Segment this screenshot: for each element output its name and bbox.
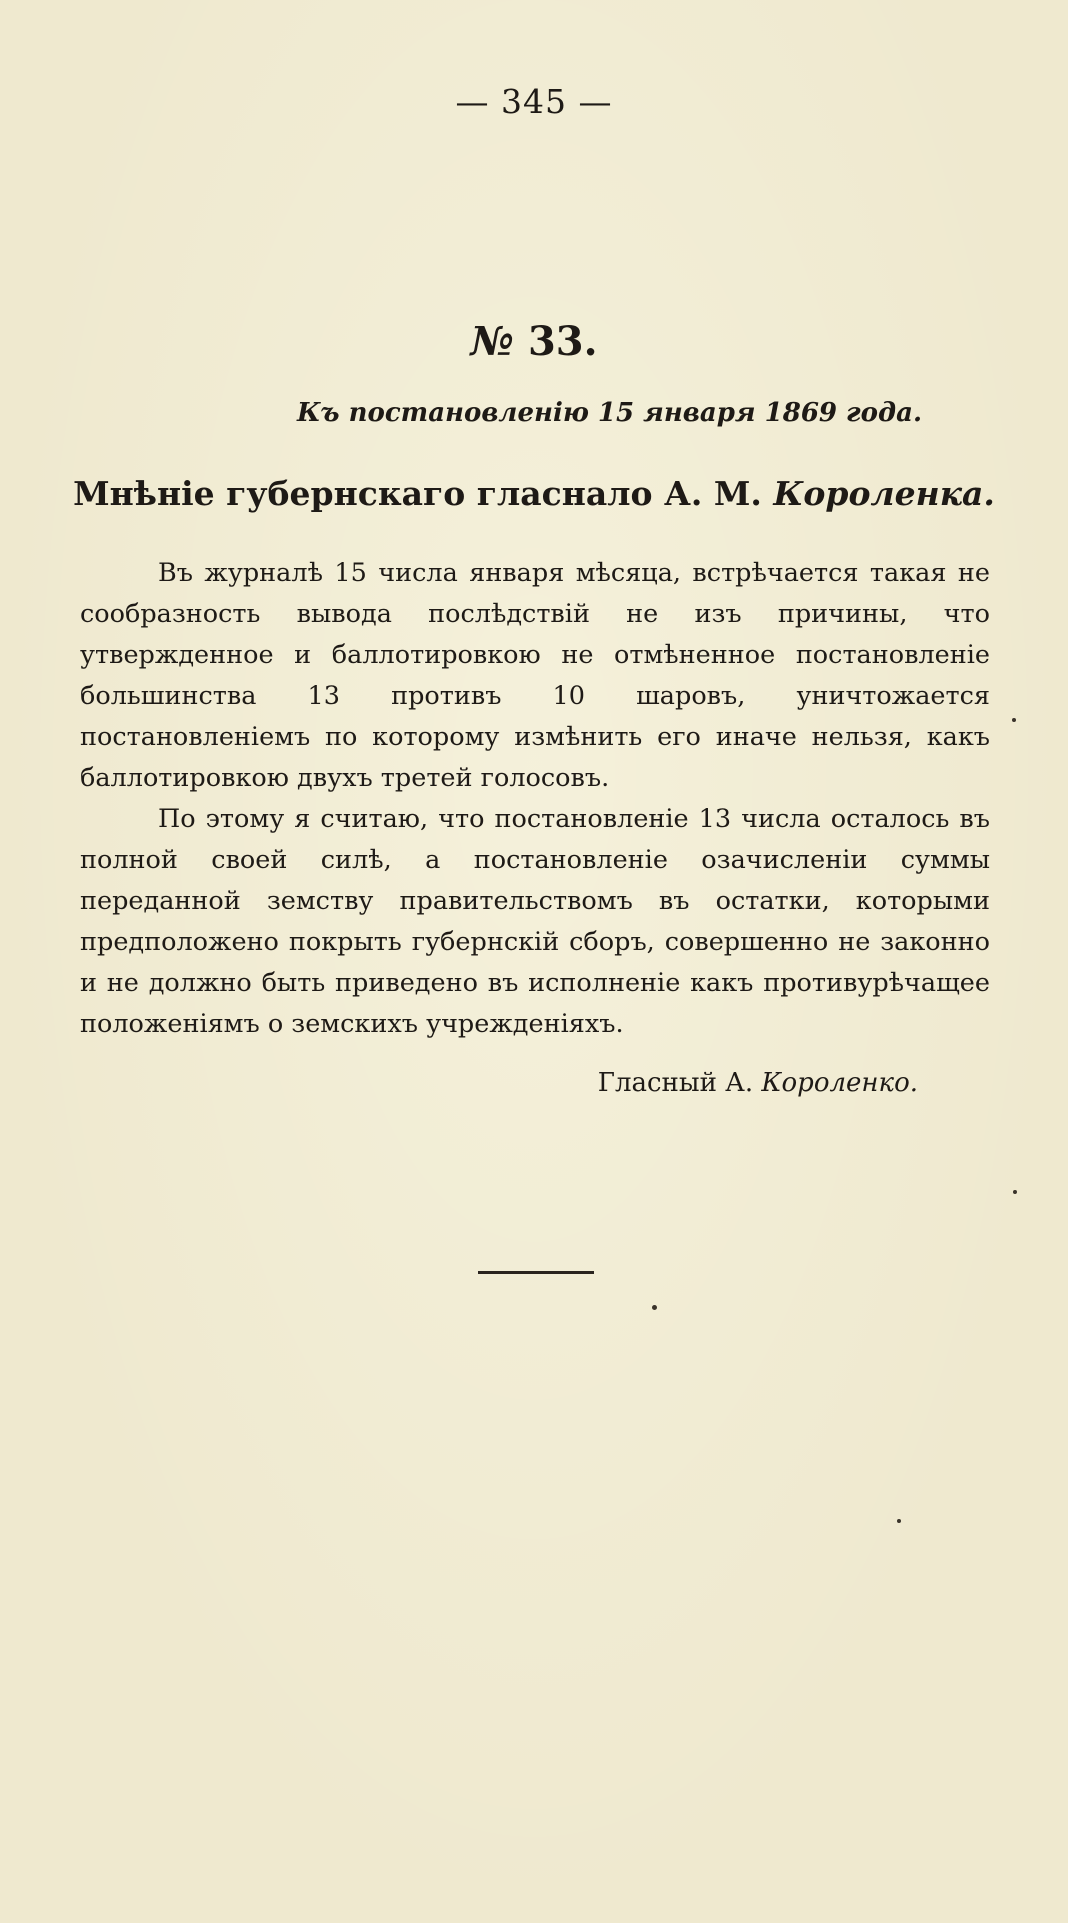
signature-name: Короленко. xyxy=(761,1068,918,1098)
paragraph-1: Въ журналѣ 15 числа января мѣсяца, встрѣчается такая не сообразность вывода послѣдствій не изъ причины, что утвержденное и баллотировкою не отмѣненное постановленіе большинства 13 противъ 10 шаровъ, уничтожается постановленіемъ по которому измѣнить его иначе нельзя, какъ баллотировкою двухъ третей голосовъ. xyxy=(80,558,990,793)
resolution-reference: Къ постановленію 15 января 1869 года. xyxy=(297,398,922,428)
paragraph-2: По этому я считаю, что постановленіе 13 числа осталось въ полной своей силѣ, а постановленіе озачисленіи суммы переданной земству правительствомъ въ остатки, которыми предположено покрыть губернскій сборъ, совершенно не законно и не должно быть приведено въ исполненіе какъ противурѣчащее положеніямъ о земскихъ учрежденіяхъ. xyxy=(80,804,990,1039)
heading-prefix: Мнѣніе губернскаго гласнало А. М. xyxy=(73,474,762,513)
number-sign: № xyxy=(470,318,514,365)
document-number xyxy=(0,318,1068,365)
opinion-heading xyxy=(0,474,1068,513)
heading-name: Короленка. xyxy=(773,474,995,513)
paper-speck xyxy=(1012,718,1016,722)
paper-speck xyxy=(1013,1190,1017,1194)
signature xyxy=(598,1068,918,1098)
paper-speck xyxy=(897,1519,901,1523)
closing-rule xyxy=(478,1271,594,1274)
number-value: 33. xyxy=(527,318,598,365)
opinion-body xyxy=(80,553,990,1045)
signature-title: Гласный А. xyxy=(597,1068,754,1098)
paper-speck xyxy=(652,1305,657,1310)
page-number: — 345 — xyxy=(455,82,613,121)
